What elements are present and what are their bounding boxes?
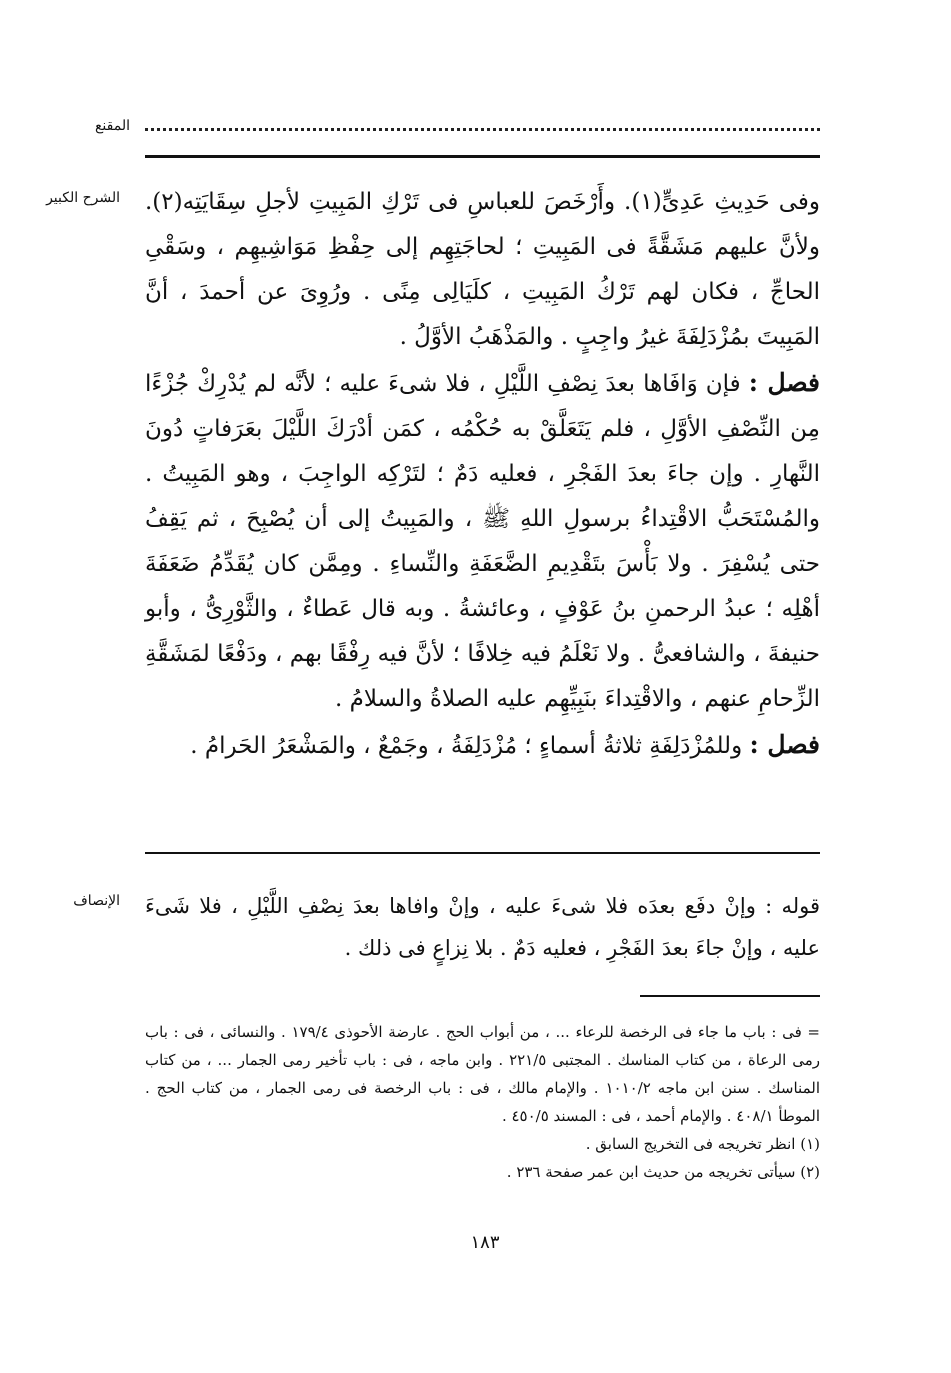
main-paragraph-fasl-1 (145, 360, 820, 722)
main-text (145, 180, 820, 769)
main-paragraph-fasl-2 (145, 722, 820, 769)
section-divider (145, 852, 820, 854)
fasl-label: فصل : (748, 368, 821, 397)
footnotes (145, 1018, 820, 1186)
running-title: المقنع (94, 118, 130, 134)
fasl-2-text: وللمُزْدَلِفَةِ ثلاثةُ أسماءٍ ؛ مُزْدَلِفَةُ ، وجَمْعٌ ، والمَشْعَرُ الحَرامُ . (190, 733, 743, 759)
fasl-1-text: فإن وَافَاها بعدَ نِصْفِ اللَّيْلِ ، فلا شىءَ عليه ؛ لأنَّه لم يُدْرِكْ جُزْءًا مِن النِّصْفِ الأوَّلِ ، فلم يَتَعَلَّقْ به حُكْمُه ، كمَن أدْرَكَ اللَّيْلَ بعَرَفاتٍ دُونَ النَّهارِ . وإن جاءَ بعدَ الفَجْرِ ، فعليه دَمٌ ؛ لتَرْكِه الواجِبَ ، وهو المَبِيتُ . والمُسْتَحَبُّ الاقْتِداءُ برسولِ اللهِ ﷺ ، والمَبِيتُ إلى أن يُصْبِحَ ، ثم يَقِفُ حتى يُسْفِرَ . ولا بَأْسَ بتَقْدِيمِ الضَّعَفَةِ والنِّساءِ . ومِمَّن كان يُقَدِّمُ ضَعَفَةَ أهْلِه ؛ عبدُ الرحمنِ بنُ عَوْفٍ ، وعائشةُ . وبه قال عَطاءٌ ، والثَّوْرِىُّ ، وأبو حنيفةَ ، والشافعىُّ . ولا نَعْلَمُ فيه خِلافًا ؛ لأنَّ فيه رِفْقًا بهم ، ودَفْعًا لمَشَقَّةِ الزِّحامِ عنهم ، والاقْتِداءَ بنَبِيِّهِم عليه الصلاةُ والسلامُ . (145, 371, 820, 712)
footnote-1: (١) انظر تخريجه فى التخريج السابق . (585, 1135, 820, 1153)
footnote-rule (640, 995, 820, 997)
side-label-insaf: الإنصاف (73, 893, 120, 909)
header-rule (145, 155, 820, 158)
footnote-continuation: = فى : باب ما جاء فى الرخصة للرعاء ... ، من أبواب الحج . عارضة الأحوذى ١٧٩/٤ . والنسائى ، فى : باب رمى الرعاة ، من كتاب المناسك . المجتبى ٢٢١/٥ . وابن ماجه ، فى : باب تأخير رمى الجمار ... ، من كتاب المناسك . سنن ابن ماجه ١٠١٠/٢ . والإمام مالك ، فى : باب الرخصة فى رمى الجمار ، من كتاب الحج . الموطأ ٤٠٨/١ . والإمام أحمد ، فى : المسند ٤٥٠/٥ . (145, 1023, 820, 1125)
page-number: ١٨٣ (470, 1232, 500, 1253)
main-paragraph-1: وفى حَدِيثِ عَدِىٍّ(١). وأَرْخَصَ للعباسِ فى تَرْكِ المَبِيتِ لأجلِ سِقَايَتِه(٢). ولأنَّ عليهم مَشَقَّةً فى المَبِيتِ ؛ لحاجَتِهِم إلى حِفْظِ مَوَاشِيهِم ، وسَقْىِ الحاجِّ ، فكان لهم تَرْكُ المَبِيتِ ، كلَيَالِى مِنًى . ورُوِىَ عن أحمدَ ، أنَّ المَبِيتَ بمُزْدَلِفَةَ غيرُ واجِبٍ . والمَذْهَبُ الأوَّلُ . (145, 189, 820, 350)
side-label-sharh: الشرح الكبير (46, 190, 120, 206)
header-dotted-rule (145, 118, 820, 131)
fasl-label: فصل : (749, 730, 820, 759)
footnote-2: (٢) سيأتى تخريجه من حديث ابن عمر صفحة ٢٣٦ . (506, 1163, 820, 1181)
page-header (145, 110, 820, 170)
insaf-text (145, 885, 820, 969)
insaf-paragraph: قوله : وإنْ دفَع بعدَه فلا شىءَ عليه ، وإنْ وافاها بعدَ نِصْفِ اللَّيْلِ ، فلا شَىءَ عليه ، وإنْ جاءَ بعدَ الفَجْرِ ، فعليه دَمٌ . بلا نِزاعٍ فى ذلك . (145, 894, 820, 960)
